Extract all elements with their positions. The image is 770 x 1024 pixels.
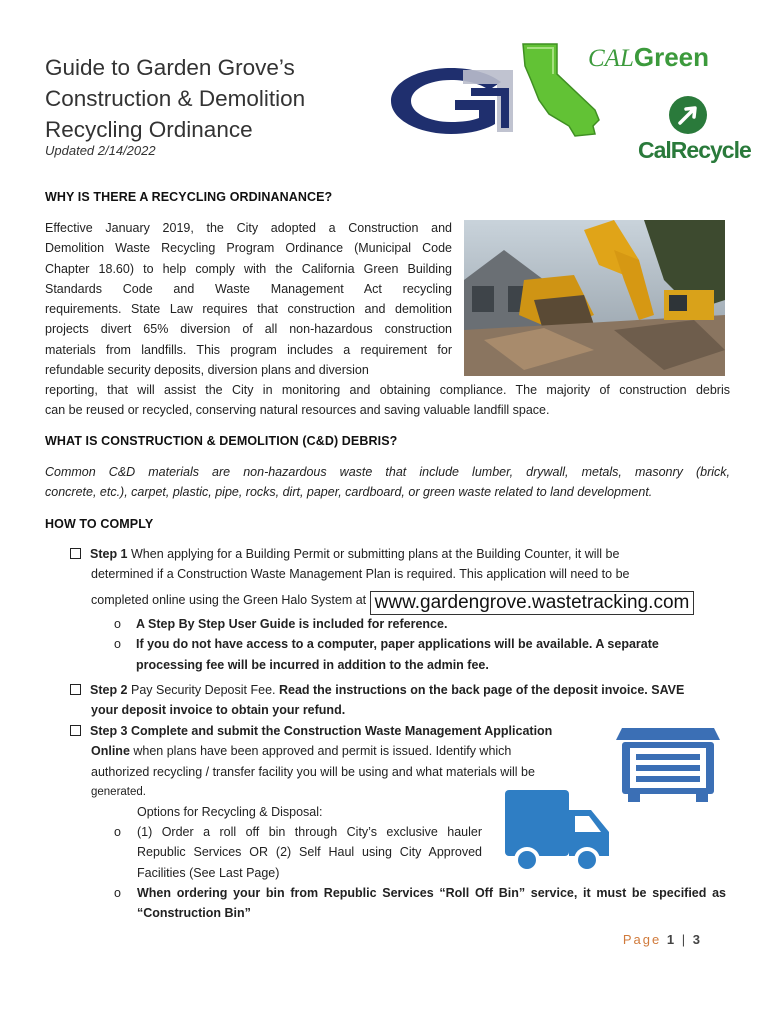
excavator-photo <box>464 220 725 376</box>
calgreen-cal: CAL <box>588 45 634 72</box>
list-item: o A Step By Step User Guide is included for reference. <box>114 614 734 634</box>
bullet-circle-icon: o <box>114 637 121 652</box>
para-line: Standards Code and Waste Management Act recycling <box>45 281 452 296</box>
title-line-3: Recycling Ordinance <box>45 117 253 142</box>
option-2 <box>114 883 726 924</box>
step1-url-line <box>91 590 731 615</box>
title-line-2: Construction & Demolition <box>45 86 306 111</box>
page-total: 3 <box>692 932 702 947</box>
dumpster-icon <box>616 718 720 804</box>
step2-label: Step 2 <box>90 683 128 697</box>
garden-grove-logo <box>385 62 517 140</box>
calrecycle-logo <box>638 95 751 175</box>
page-title <box>45 52 375 145</box>
calgreen-green: Green <box>633 42 710 72</box>
list-item: o When ordering your bin from Republic Services “Roll Off Bin” service, it must be specified as “Construction Bin” <box>114 883 726 924</box>
para-line: requirements. State Law requires that construction and demolition <box>45 302 452 317</box>
section2-paragraph <box>45 462 730 503</box>
para-line: concrete, etc.), carpet, plastic, pipe, rocks, dirt, paper, cardboard, or green waste related to land development. <box>45 485 653 500</box>
delivery-truck-icon <box>505 790 609 878</box>
para-line: reporting, that will assist the City in monitoring and obtaining compliance. The majority of construction debris <box>45 383 730 397</box>
page-number <box>623 932 702 947</box>
step1-checkbox[interactable] <box>70 548 81 559</box>
bullet-circle-icon: o <box>114 825 121 839</box>
recycle-arrow-icon <box>668 95 708 135</box>
section-heading-why: WHY IS THERE A RECYCLING ORDINANANCE? <box>45 190 333 204</box>
step-1 <box>70 544 740 585</box>
updated-date: Updated 2/14/2022 <box>45 143 156 158</box>
list-item: o (1) Order a roll off bin through City’s exclusive hauler Republic Services OR (2) Self Haul using City Approved Facilities (See Last Page) <box>114 822 482 883</box>
wastetracking-link[interactable]: www.gardengrove.wastetracking.com <box>370 591 695 615</box>
page-label: Page <box>622 932 662 947</box>
section1-paragraph-narrow <box>45 218 452 380</box>
step3-label: Step 3 Complete and submit the Construction Waste Management Application <box>90 724 553 738</box>
step-3: Step 3 Complete and submit the Construction Waste Management Application Online when plans have been approved and permit is issued. Identify which authorized recycling / transfer facility you will be using and what materials will be generated. <box>70 721 610 802</box>
step2-checkbox[interactable] <box>70 684 81 695</box>
options-heading: Options for Recycling & Disposal: <box>137 805 323 819</box>
step-2: Step 2 Pay Security Deposit Fee. Read the instructions on the back page of the deposit invoice. SAVE your deposit invoice to obtain your refund. <box>70 680 740 721</box>
section-heading-how: HOW TO COMPLY <box>45 517 154 531</box>
bullet-circle-icon: o <box>114 886 121 900</box>
para-line: Chapter 18.60) to help comply with the California Green Building <box>45 261 452 276</box>
para-line: Demolition Waste Recycling Program Ordinance (Municipal Code <box>45 241 452 256</box>
title-line-1: Guide to Garden Grove’s <box>45 55 295 80</box>
page-current: 1 <box>666 932 677 947</box>
step1-text: When applying for a Building Permit or submitting plans at the Building Counter, it will be <box>127 547 620 561</box>
step1-text: determined if a Construction Waste Management Plan is required. This application will need to be <box>91 567 630 582</box>
para-line: refundable security deposits, diversion plans and diversion <box>45 363 369 378</box>
step3-checkbox[interactable] <box>70 725 81 736</box>
calrecycle-text: CalRecycle <box>638 137 751 163</box>
calgreen-logo <box>588 42 720 82</box>
page-separator: | <box>681 932 688 947</box>
step1-sublist <box>114 614 734 675</box>
para-line: can be reused or recycled, conserving natural resources and saving valuable landfill space. <box>45 403 550 418</box>
section1-paragraph-full <box>45 380 730 421</box>
option-1 <box>114 822 482 883</box>
para-line: Effective January 2019, the City adopted a Construction and <box>45 221 452 235</box>
para-line: projects divert 65% diversion of all non-hazardous construction <box>45 322 452 337</box>
para-line: materials from landfills. This program includes a requirement for <box>45 342 452 357</box>
bullet-circle-icon: o <box>114 617 121 631</box>
para-line: Common C&D materials are non-hazardous waste that include lumber, drywall, metals, masonry (brick, <box>45 465 730 479</box>
step1-text: completed online using the Green Halo System at <box>91 593 370 607</box>
section-heading-what: WHAT IS CONSTRUCTION & DEMOLITION (C&D) DEBRIS? <box>45 434 398 448</box>
list-item: o If you do not have access to a computer, paper applications will be available. A separate processing fee will be incurred in addition to the admin fee. <box>114 634 734 675</box>
step1-label: Step 1 <box>90 547 128 561</box>
